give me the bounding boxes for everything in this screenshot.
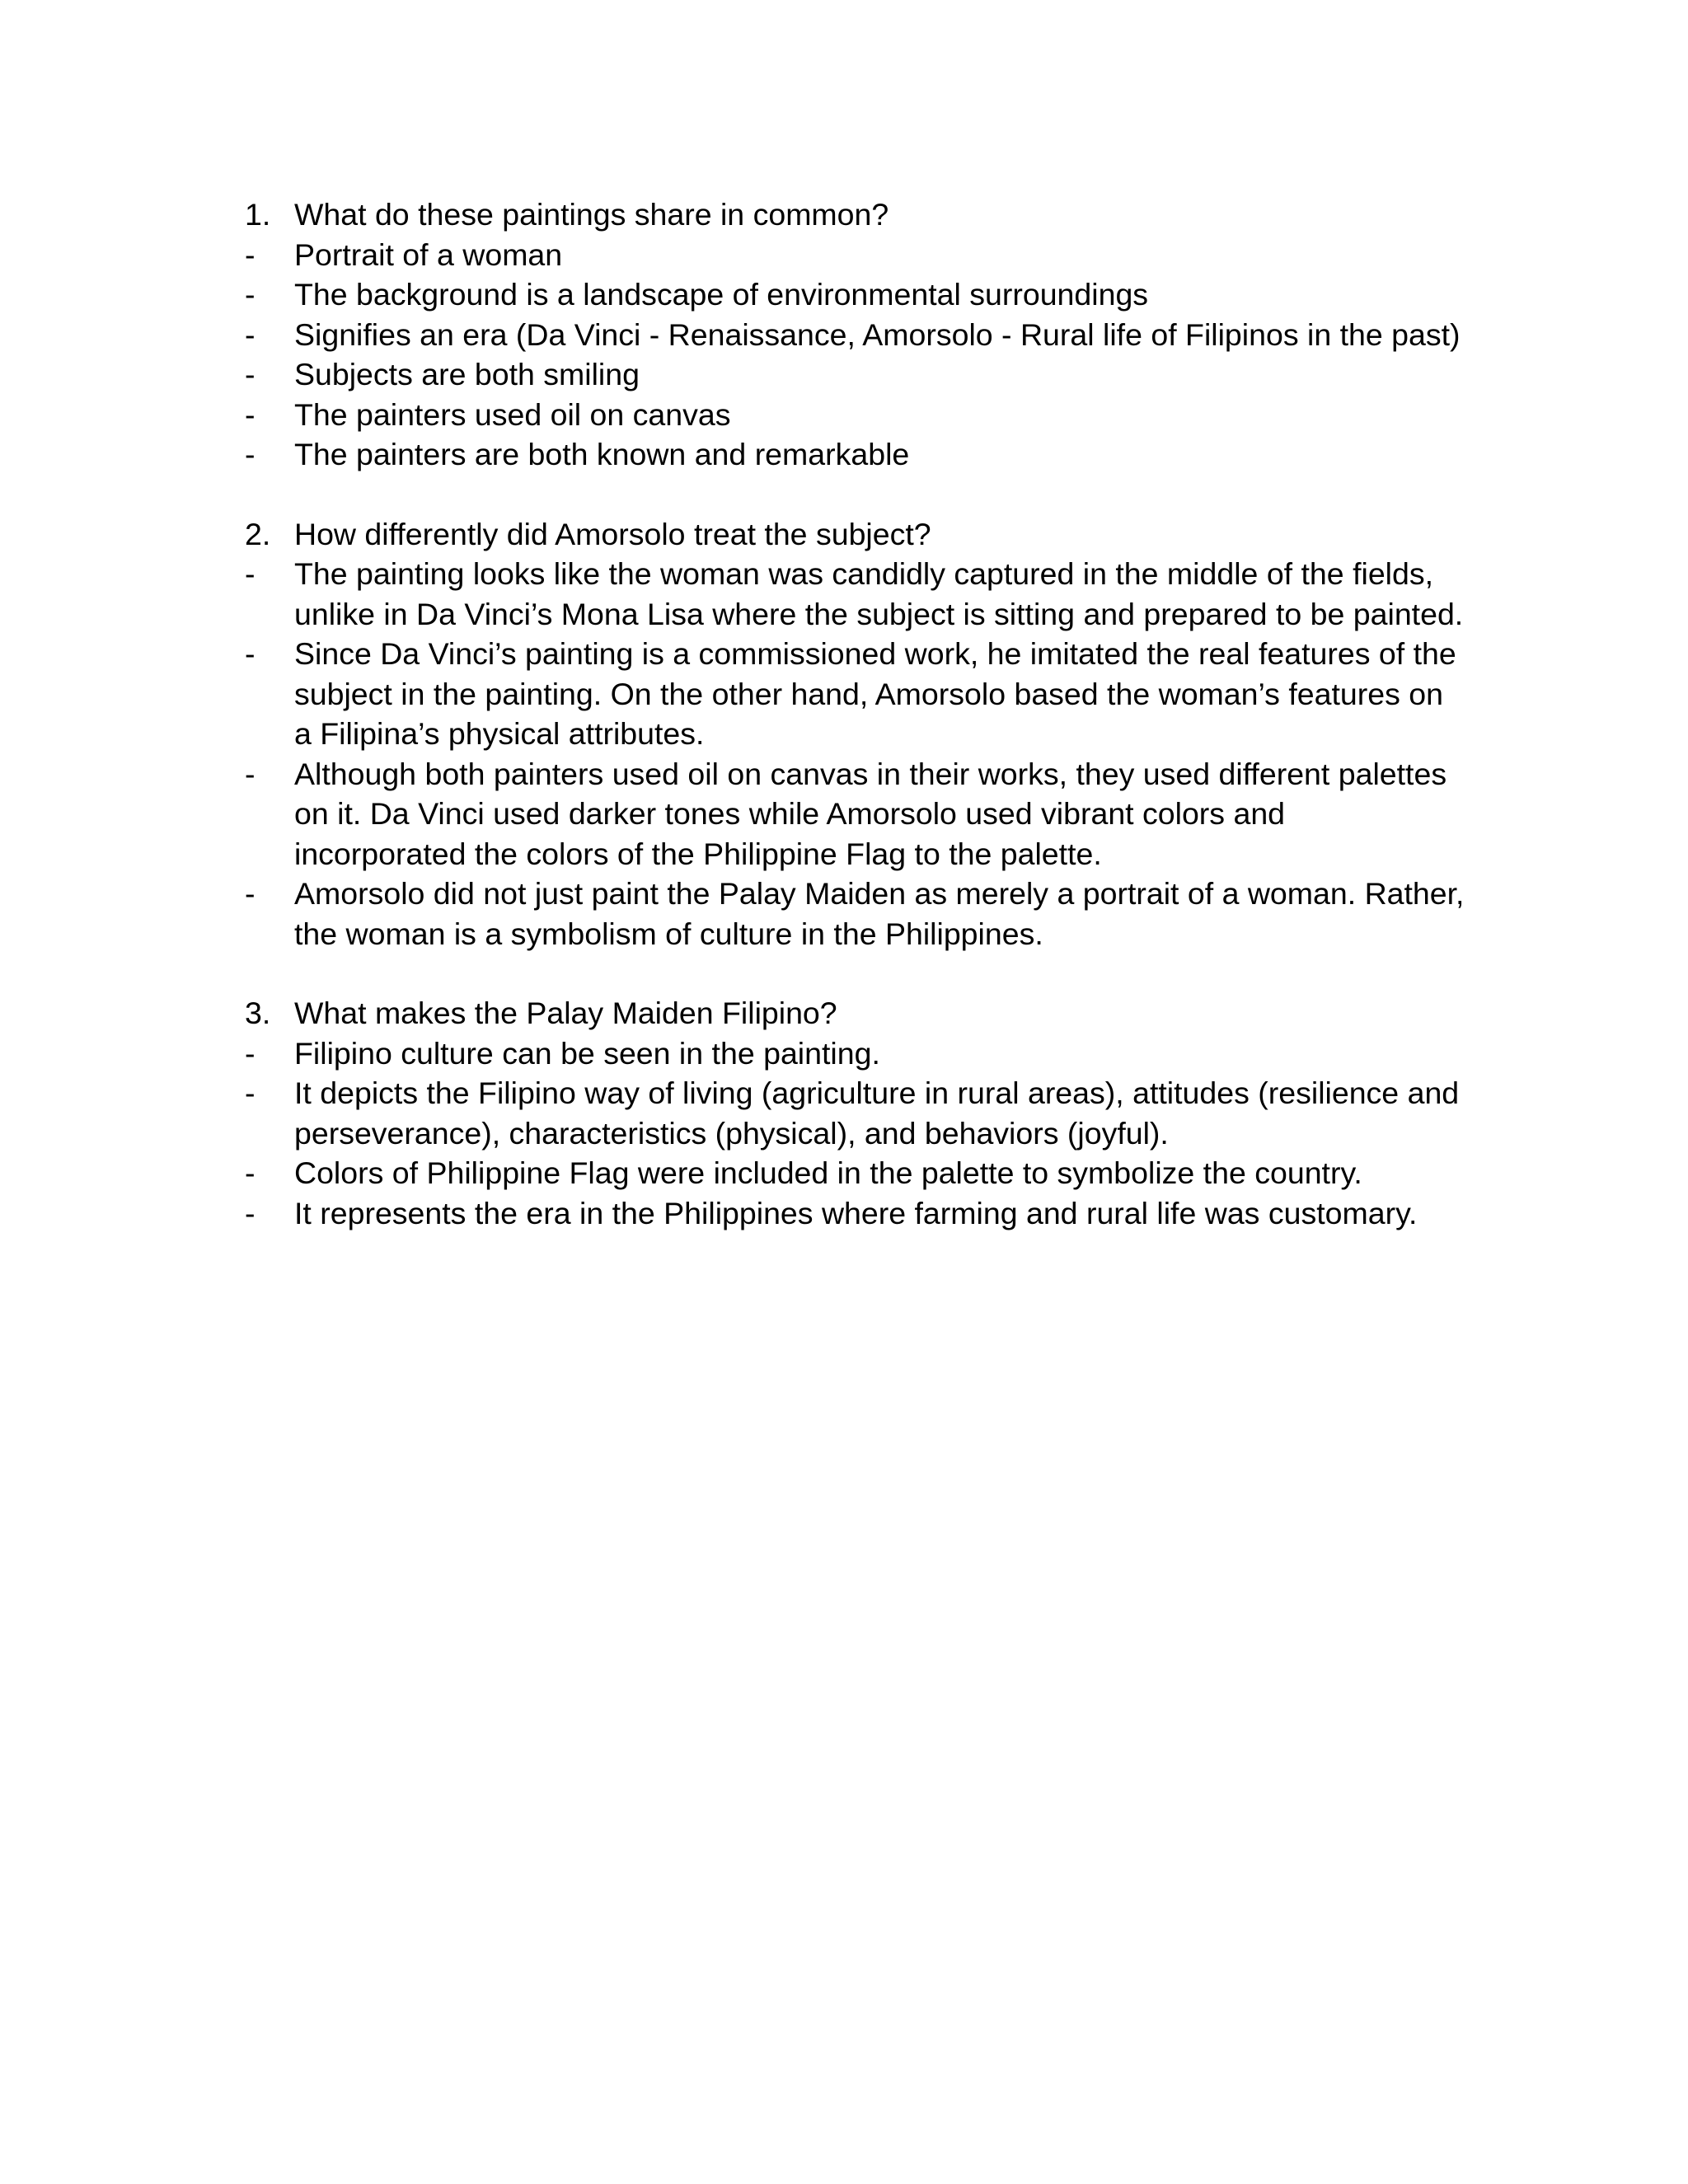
bullet-dash: -	[245, 1195, 256, 1230]
bullet-text: Filipino culture can be seen in the painting.	[294, 1035, 880, 1071]
document-body	[245, 194, 1465, 1272]
answer-bullet	[245, 554, 1465, 634]
answer-bullet	[245, 395, 1465, 435]
bullet-dash: -	[245, 357, 256, 391]
answer-bullet	[245, 354, 1465, 395]
bullet-dash: -	[245, 1035, 256, 1071]
answer-bullet	[245, 1153, 1465, 1193]
question-heading	[245, 194, 1465, 235]
bullet-text: The painters are both known and remarkable	[294, 437, 910, 471]
bullet-dash: -	[245, 756, 256, 791]
question-number: 2.	[245, 516, 271, 551]
bullet-dash: -	[245, 556, 256, 591]
answer-bullet	[245, 754, 1465, 874]
bullet-text: Amorsolo did not just paint the Palay Maiden as merely a portrait of a woman. Rather, the woman is a symbolism of culture in the Philippines.	[294, 876, 1465, 951]
bullet-dash: -	[245, 636, 256, 671]
question-number: 1.	[245, 197, 271, 232]
bullet-text: The painters used oil on canvas	[294, 396, 731, 432]
question-text: What do these paintings share in common?	[294, 197, 889, 232]
bullet-dash: -	[245, 1155, 256, 1190]
answer-bullet	[245, 315, 1465, 355]
question-section-3	[245, 993, 1465, 1233]
bullet-text: Subjects are both smiling	[294, 357, 640, 391]
question-number: 3.	[245, 996, 271, 1030]
answer-bullet	[245, 1193, 1465, 1234]
question-text: What makes the Palay Maiden Filipino?	[294, 996, 837, 1030]
answer-bullet	[245, 634, 1465, 754]
answer-bullet	[245, 235, 1465, 275]
bullet-dash: -	[245, 237, 256, 272]
question-text: How differently did Amorsolo treat the subject?	[294, 516, 931, 551]
bullet-text: Signifies an era (Da Vinci - Renaissance, Amorsolo - Rural life of Filipinos in the past)	[294, 316, 1461, 352]
answer-bullet	[245, 1033, 1465, 1074]
bullet-text: The painting looks like the woman was candidly captured in the middle of the fields, unlike in Da Vinci’s Mona Lisa where the subject is sitting and prepared to be painted.	[294, 556, 1464, 631]
bullet-text: Although both painters used oil on canvas in their works, they used different palettes on it. Da Vinci used darker tones while Amorsolo used vibrant colors and incorporated the colors of the Philippine Flag to the palette.	[294, 756, 1447, 871]
bullet-dash: -	[245, 876, 256, 911]
bullet-text: Since Da Vinci’s painting is a commissioned work, he imitated the real features of the subject in the painting. On the other hand, Amorsolo based the woman’s features on a Filipina’s physical attributes.	[294, 636, 1456, 751]
bullet-dash: -	[245, 396, 256, 432]
answer-bullet	[245, 1073, 1465, 1153]
question-heading	[245, 993, 1465, 1033]
bullet-text: It represents the era in the Philippines where farming and rural life was customary.	[294, 1195, 1418, 1230]
answer-bullet	[245, 874, 1465, 954]
bullet-dash: -	[245, 316, 256, 352]
bullet-dash: -	[245, 437, 256, 471]
question-section-2	[245, 514, 1465, 954]
bullet-dash: -	[245, 1076, 256, 1110]
bullet-text: It depicts the Filipino way of living (agriculture in rural areas), attitudes (resilience and perseverance), characteristics (physical), and behaviors (joyful).	[294, 1076, 1460, 1151]
question-heading	[245, 514, 1465, 555]
question-section-1	[245, 194, 1465, 475]
answer-bullet	[245, 434, 1465, 475]
bullet-text: Colors of Philippine Flag were included in the palette to symbolize the country.	[294, 1155, 1362, 1190]
bullet-text: The background is a landscape of environmental surroundings	[294, 277, 1149, 312]
bullet-text: Portrait of a woman	[294, 237, 563, 272]
answer-bullet	[245, 274, 1465, 315]
bullet-dash: -	[245, 277, 256, 312]
